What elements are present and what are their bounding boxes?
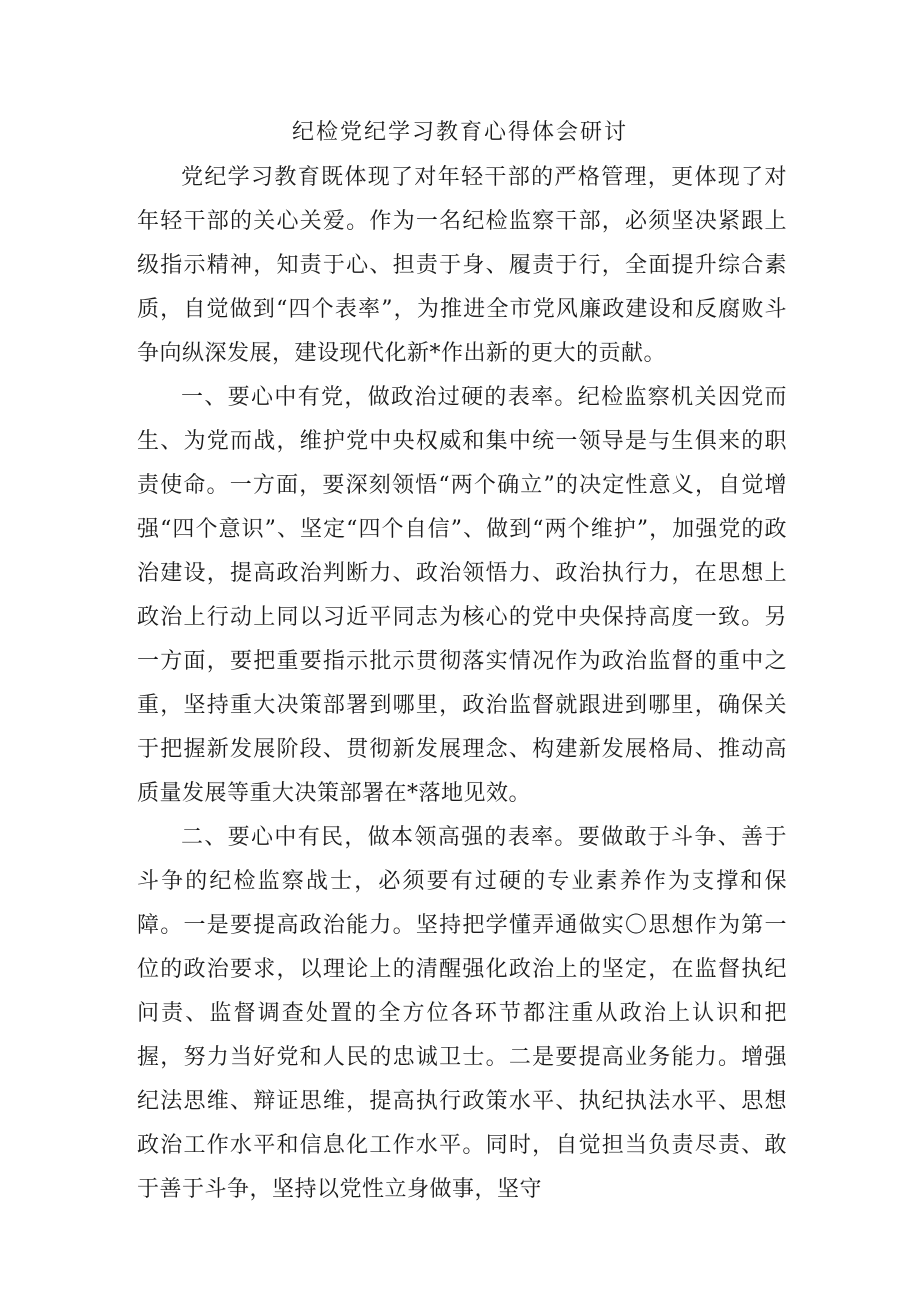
paragraph-section-2: 二、要心中有民，做本领高强的表率。要做敢于斗争、善于斗争的纪检监察战士，必须要有过硬的专业素养作为支撑和保障。一是要提高政治能力。坚持把学懂弄通做实〇思想作为第一位的政治要求，以理论上的清醒强化政治上的坚定，在监督执纪问责、监督调查处置的全方位各环节都注重从政治上认识和把握，努力当好党和人民的忠诚卫士。二是要提高业务能力。增强纪法思维、辩证思维，提高执行政策水平、执纪执法水平、思想政治工作水平和信息化工作水平。同时，自觉担当负责尽责、敢于善于斗争，坚持以党性立身做事，坚守 [137, 825, 787, 1202]
paragraph-section-1: 一、要心中有党，做政治过硬的表率。纪检监察机关因党而生、为党而战，维护党中央权威和集中统一领导是与生俱来的职责使命。一方面，要深刻领悟“两个确立”的决定性意义，自觉增强“四个意识”、坚定“四个自信”、做到“两个维护”，加强党的政治建设，提高政治判断力、政治领悟力、政治执行力，在思想上政治上行动上同以习近平同志为核心的党中央保持高度一致。另一方面，要把重要指示批示贯彻落实情况作为政治监督的重中之重，坚持重大决策部署到哪里，政治监督就跟进到哪里，确保关于把握新发展阶段、贯彻新发展理念、构建新发展格局、推动高质量发展等重大决策部署在*落地见效。 [137, 385, 787, 806]
document-title: 纪检党纪学习教育心得体会研讨 [291, 120, 628, 145]
document-body [137, 156, 787, 1212]
paragraph-intro: 党纪学习教育既体现了对年轻干部的严格管理，更体现了对年轻干部的关心关爱。作为一名纪检监察干部，必须坚决紧跟上级指示精神，知责于心、担责于身、履责于行，全面提升综合素质，自觉做到“四个表率”，为推进全市党风廉政建设和反腐败斗争向纵深发展，建设现代化新*作出新的更大的贡献。 [137, 165, 787, 366]
